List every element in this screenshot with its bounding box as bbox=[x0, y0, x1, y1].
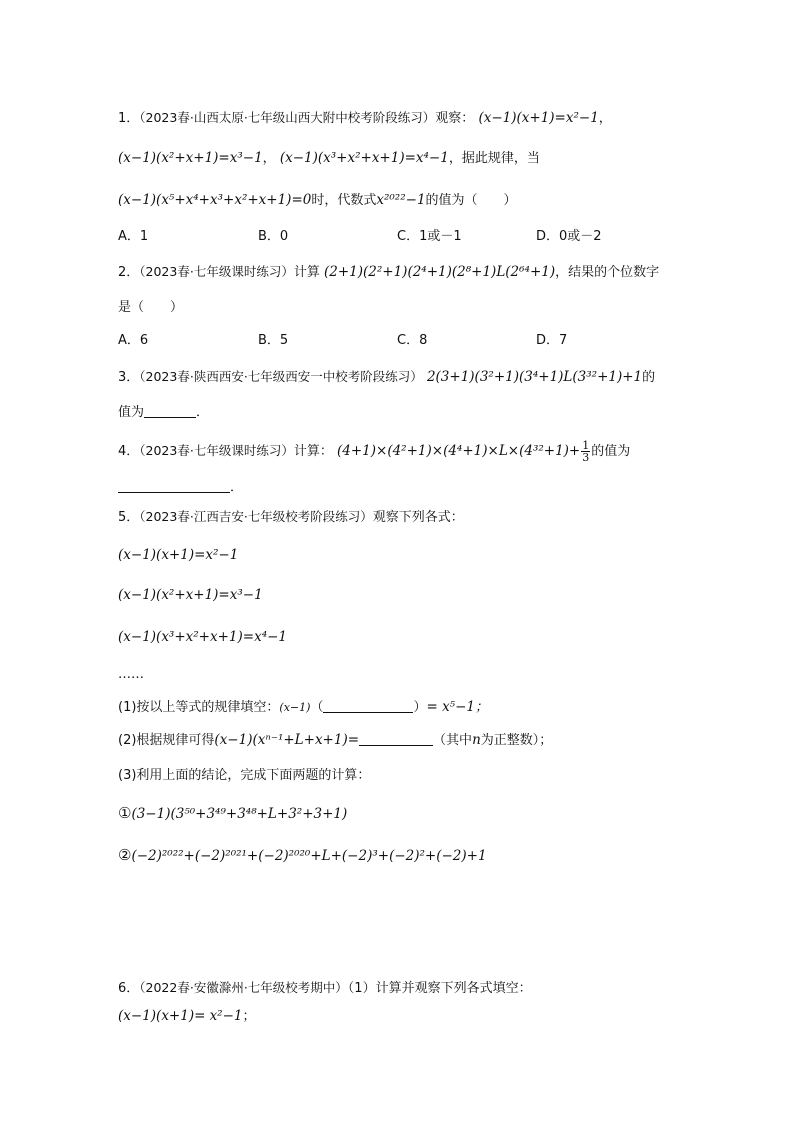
q6-line-1: 6．（2022春·安徽滁州·七年级校考期中）（1）计算并观察下列各式填空： bbox=[118, 980, 532, 996]
q1-option-b: B．0 bbox=[258, 229, 289, 244]
q3-expr: 2(3+1)(3²+1)(3⁴+1)L(3³²+1)+1 bbox=[426, 369, 643, 385]
q5-line-1: 5．（2023春·江西吉安·七年级校考阶段练习）观察下列各式： bbox=[118, 509, 464, 525]
q1-line-3: (x−1)(x⁵+x⁴+x³+x²+x+1)=0时，代数式x²⁰²²−1的值为（ ） bbox=[118, 192, 517, 208]
q5-part1-blank[interactable] bbox=[323, 698, 413, 713]
q5-part-1: (1)按以上等式的规律填空：(x−1)（ ）= x⁵−1； bbox=[118, 699, 489, 715]
q1-line-2: (x−1)(x²+x+1)=x³−1， (x−1)(x³+x²+x+1)=x⁴−1，据此规律，当 bbox=[118, 150, 540, 166]
q2-source: （2023春·七年级课时练习） bbox=[139, 264, 294, 279]
q1-source: （2023春·山西太原·七年级山西大附中校考阶段练习） bbox=[139, 110, 436, 125]
q5-eq-2: (x−1)(x²+x+1)=x³−1 bbox=[118, 587, 263, 603]
q4-line-1: 4．（2023春·七年级课时练习）计算： (4+1)×(4²+1)×(4⁴+1)×L×(4³²+1)+ $\frac{1}{3}$ 的值为 bbox=[118, 439, 631, 464]
q4-fraction: $\frac{1}{3}$ bbox=[582, 439, 590, 464]
q2-option-a: A．6 bbox=[118, 333, 149, 348]
q1-expr: x²⁰²²−1 bbox=[376, 192, 426, 208]
q6-source: （2022春·安徽滁州·七年级校考期中） bbox=[139, 980, 348, 995]
q6-number: 6． bbox=[118, 981, 140, 996]
q1-eq-a: (x−1)(x+1)=x²−1 bbox=[478, 110, 599, 126]
q4-line-2: ． bbox=[118, 478, 243, 498]
q3-line-1: 3．（2023春·陕西西安·七年级西安一中校考阶段练习） 2(3+1)(3²+1)(3⁴+1)L(3³²+1)+1的 bbox=[118, 369, 656, 385]
q5-number: 5． bbox=[118, 510, 140, 525]
q2-line-1: 2．（2023春·七年级课时练习）计算 (2+1)(2²+1)(2⁴+1)(2⁸+1)L(2⁶⁴+1)，结果的个位数字 bbox=[118, 264, 660, 280]
q2-line-2: 是（ ） bbox=[118, 300, 184, 315]
q1-lead: 观察： bbox=[435, 111, 475, 126]
q1-option-a: A．1 bbox=[118, 229, 149, 244]
q3-answer-blank[interactable] bbox=[144, 403, 196, 418]
q5-part-2: (2)根据规律可得(x−1)(xⁿ⁻¹+L+x+1)= （其中n为正整数）； bbox=[118, 732, 553, 748]
q5-part2-blank[interactable] bbox=[359, 731, 433, 746]
q1-eq-b: (x−1)(x²+x+1)=x³−1 bbox=[118, 150, 263, 166]
q4-answer-blank[interactable] bbox=[118, 478, 230, 493]
q6-eq-1: (x−1)(x+1)= x²−1； bbox=[118, 1008, 256, 1024]
q1-line-1: 1．（2023春·山西太原·七年级山西大附中校考阶段练习）观察： (x−1)(x+1)=x²−1， bbox=[118, 110, 612, 126]
q5-source: （2023春·江西吉安·七年级校考阶段练习） bbox=[139, 509, 373, 524]
q1-option-d: D．0或－2 bbox=[536, 229, 602, 244]
q2-option-c: C．8 bbox=[397, 333, 428, 348]
q1-option-c: C．1或－1 bbox=[397, 229, 462, 244]
q5-ellipsis: …… bbox=[118, 667, 144, 682]
q5-calc-2: ②(−2)²⁰²²+(−2)²⁰²¹+(−2)²⁰²⁰+L+(−2)³+(−2)²+(−2)+1 bbox=[118, 846, 487, 864]
q2-option-d: D．7 bbox=[536, 333, 568, 348]
q5-part-3: (3)利用上面的结论，完成下面两题的计算： bbox=[118, 768, 371, 783]
q5-eq-3: (x−1)(x³+x²+x+1)=x⁴−1 bbox=[118, 629, 288, 645]
q2-expr: (2+1)(2²+1)(2⁴+1)(2⁸+1)L(2⁶⁴+1) bbox=[323, 264, 556, 280]
q3-number: 3． bbox=[118, 370, 140, 385]
q2-option-b: B．5 bbox=[258, 333, 289, 348]
q3-source: （2023春·陕西西安·七年级西安一中校考阶段练习） bbox=[139, 369, 423, 384]
q4-expr: (4+1)×(4²+1)×(4⁴+1)×L×(4³²+1)+ bbox=[336, 443, 581, 459]
q1-number: 1． bbox=[118, 111, 140, 126]
q5-calc-1: ①(3−1)(3⁵⁰+3⁴⁹+3⁴⁸+L+3²+3+1) bbox=[118, 804, 348, 822]
q4-number: 4． bbox=[118, 444, 140, 459]
q5-eq-1: (x−1)(x+1)=x²−1 bbox=[118, 547, 239, 563]
q1-eq-d: (x−1)(x⁵+x⁴+x³+x²+x+1)=0 bbox=[118, 192, 312, 208]
q1-eq-c: (x−1)(x³+x²+x+1)=x⁴−1 bbox=[279, 150, 449, 166]
q3-line-2: 值为 ． bbox=[118, 405, 210, 420]
q2-number: 2． bbox=[118, 265, 140, 280]
q4-source: （2023春·七年级课时练习） bbox=[139, 443, 294, 458]
